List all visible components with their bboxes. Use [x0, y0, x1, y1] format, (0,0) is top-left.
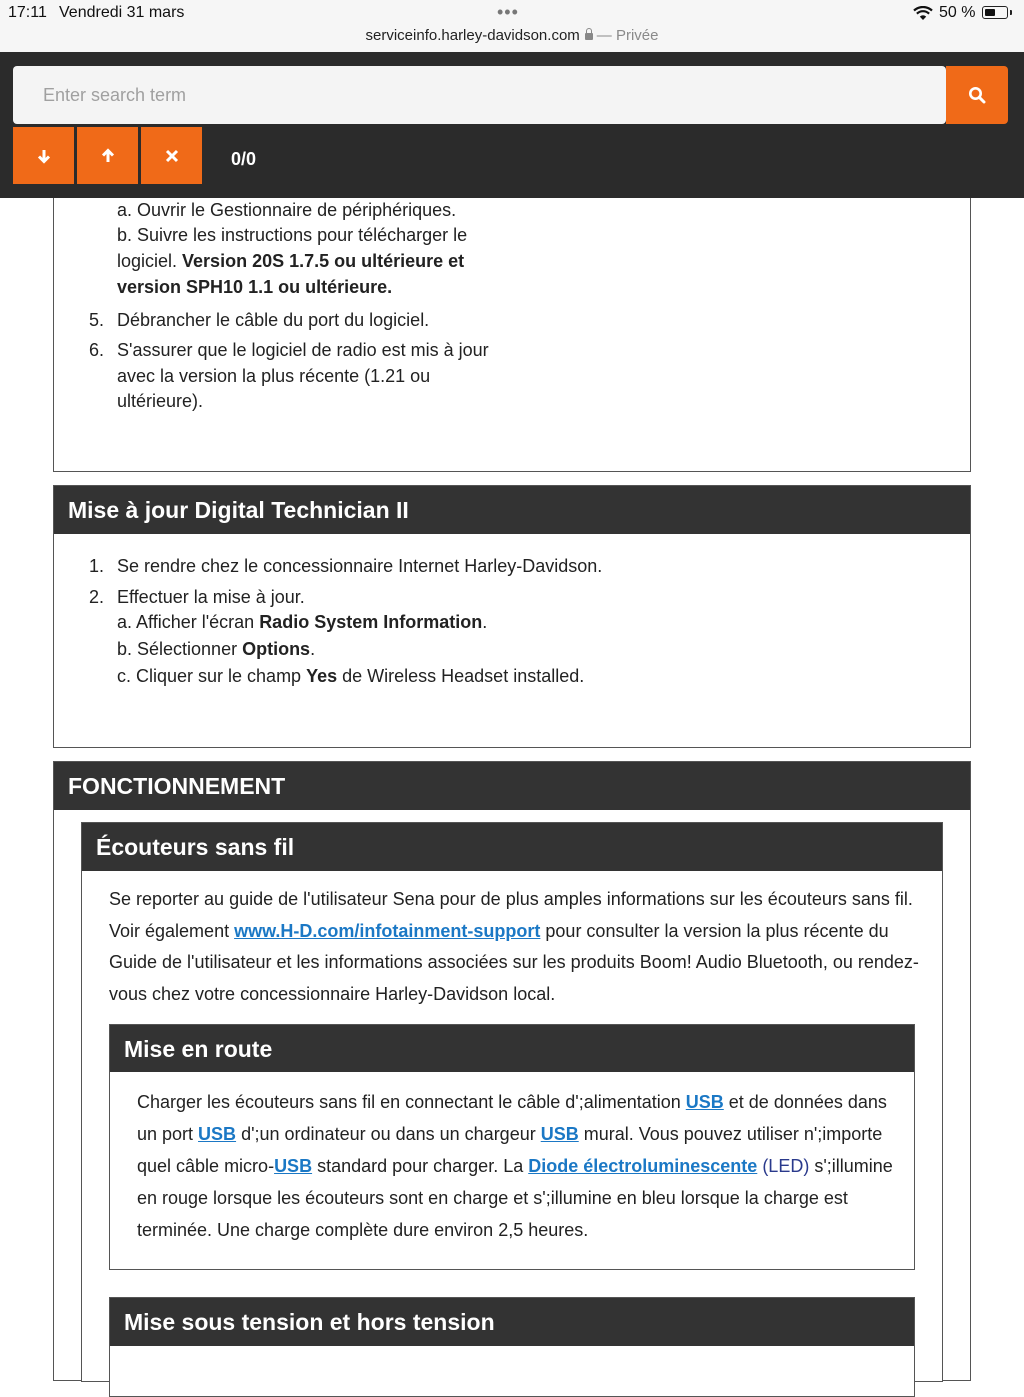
- usb-link[interactable]: USB: [198, 1123, 237, 1144]
- section-heading: FONCTIONNEMENT: [54, 762, 970, 810]
- next-match-button[interactable]: [13, 127, 74, 184]
- step-text-line: avec la version la plus récente (1.21 ou: [117, 366, 431, 386]
- step-text: Débrancher le câble du port du logiciel.: [117, 310, 430, 330]
- infotainment-support-link[interactable]: www.H-D.com/infotainment-support: [234, 920, 541, 941]
- usb-link[interactable]: USB: [274, 1155, 313, 1176]
- battery-percent: 50 %: [939, 4, 976, 21]
- tab-menu-dots[interactable]: •••: [497, 2, 519, 22]
- step-sub-a: a. Ouvrir le Gestionnaire de périphériques.: [117, 200, 457, 220]
- close-search-button[interactable]: [141, 127, 202, 184]
- search-button[interactable]: [946, 66, 1008, 124]
- subsection-heading: Mise en route: [110, 1025, 914, 1072]
- step-number: 2.: [89, 587, 105, 607]
- match-count: 0/0: [231, 149, 257, 169]
- step-sub-b-line2: logiciel. Version 20S 1.7.5 ou ultérieure et: [117, 251, 465, 271]
- status-time: 17:11: [8, 4, 47, 21]
- step-text-line: ultérieure).: [117, 391, 204, 411]
- step-sub-a: a. Afficher l'écran Radio System Information.: [117, 612, 488, 632]
- search-icon: [968, 86, 986, 104]
- previous-match-button[interactable]: [77, 127, 138, 184]
- step-number: 1.: [89, 556, 105, 576]
- battery-icon: [982, 6, 1008, 19]
- private-label: — Privée: [596, 27, 659, 44]
- arrow-down-icon: [36, 148, 52, 164]
- headset-intro-paragraph: Se reporter au guide de l'utilisateur Sena pour de plus amples informations sur les écouteurs sans fil. Voir également www.H-D.com/infotainment-support pour consulter la version la plus récente du Guide de l'utilisateur et les informations associées sur les produits Boom! Audio Bluetooth, ou rendez-vous chez votre concessionnaire Harley-Davidson local.: [109, 889, 919, 1004]
- led-link[interactable]: Diode électroluminescente: [528, 1155, 758, 1176]
- status-date: Vendredi 31 mars: [59, 4, 185, 21]
- step-text-line: S'assurer que le logiciel de radio est mis à jour: [117, 340, 489, 360]
- step-text: Effectuer la mise à jour.: [117, 587, 305, 607]
- search-input[interactable]: [13, 66, 946, 124]
- charging-paragraph: Charger les écouteurs sans fil en connectant le câble d';alimentation USB et de données dans un port USB d';un ordinateur ou dans un chargeur USB mural. Vous pouvez utiliser n';importe quel câble micro-USB standard pour charger. La Diode électroluminescente (LED) s';illumine en rouge lorsque les écouteurs sont en charge et s';illumine en bleu lorsque la charge est terminée. Une charge complète dure environ 2,5 heures.: [137, 1091, 893, 1240]
- battery-level-fill: [985, 9, 995, 16]
- step-sub-b-line3: version SPH10 1.1 ou ultérieure.: [117, 277, 393, 297]
- subsection-heading: Mise sous tension et hors tension: [110, 1298, 914, 1346]
- power-on-off-section: [109, 1297, 915, 1397]
- arrow-up-icon: [100, 148, 116, 164]
- usb-link[interactable]: USB: [540, 1123, 579, 1144]
- led-abbreviation: (LED): [762, 1155, 810, 1176]
- url-text: serviceinfo.harley-davidson.com: [365, 27, 580, 44]
- step-text: Se rendre chez le concessionnaire Internet Harley-Davidson.: [117, 556, 603, 576]
- wifi-icon: [913, 6, 933, 21]
- step-sub-b: b. Sélectionner Options.: [117, 639, 316, 659]
- section-heading: Mise à jour Digital Technician II: [54, 486, 970, 534]
- step-sub-c: c. Cliquer sur le champ Yes de Wireless Headset installed.: [117, 666, 585, 686]
- step-number: 6.: [89, 340, 105, 360]
- status-bar: [0, 0, 1024, 52]
- close-icon: [165, 149, 179, 163]
- battery-tip: [1010, 10, 1012, 15]
- usb-link[interactable]: USB: [685, 1091, 724, 1112]
- address-bar[interactable]: [0, 27, 1024, 44]
- subsection-heading: Écouteurs sans fil: [82, 823, 942, 871]
- lock-icon: [585, 33, 593, 40]
- find-in-page-bar: [0, 52, 1024, 198]
- step-number: 5.: [89, 310, 105, 330]
- step-sub-b-line1: b. Suivre les instructions pour télécharger le: [117, 225, 468, 245]
